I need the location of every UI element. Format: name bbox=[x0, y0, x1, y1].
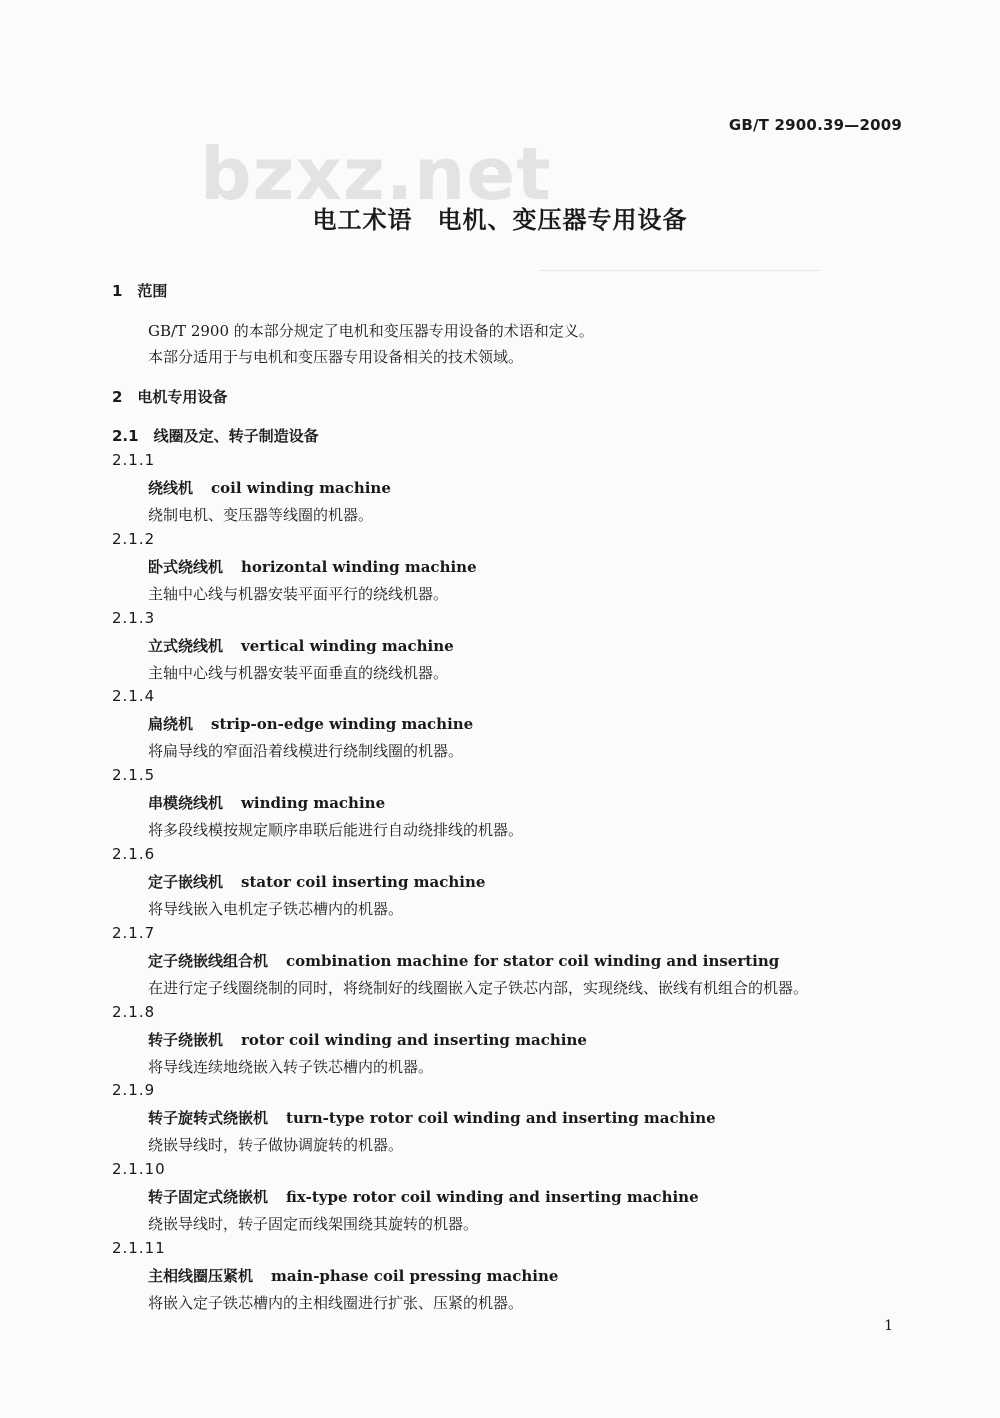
entry-number: 2.1.6 bbox=[112, 845, 156, 863]
entry-term bbox=[148, 1029, 587, 1050]
term-chinese: 主相线圈压紧机 bbox=[148, 1267, 254, 1285]
subsection-heading: 2.1 线圈及定、转子制造设备 bbox=[112, 427, 319, 445]
term-english: combination machine for stator coil winding and inserting bbox=[286, 951, 780, 970]
entry-term bbox=[148, 1107, 716, 1128]
section-heading-motor-equipment: 2 电机专用设备 bbox=[112, 388, 228, 406]
entry-definition: 将嵌入定子铁芯槽内的主相线圈进行扩张、压紧的机器。 bbox=[148, 1294, 524, 1312]
term-english: turn-type rotor coil winding and inserting machine bbox=[286, 1109, 716, 1128]
entry-term bbox=[148, 871, 485, 892]
entry-number: 2.1.4 bbox=[112, 687, 156, 706]
term-chinese: 卧式绕线机 bbox=[148, 557, 224, 576]
entry-definition: 将导线连续地绕嵌入转子铁芯槽内的机器。 bbox=[148, 1057, 434, 1076]
term-english: fix-type rotor coil winding and inserting machine bbox=[286, 1188, 699, 1207]
entry-number: 2.1.3 bbox=[112, 608, 156, 627]
term-chinese: 绕线机 bbox=[148, 479, 194, 497]
scope-paragraph-1: GB/T 2900 的本部分规定了电机和变压器专用设备的术语和定义。 bbox=[148, 322, 594, 340]
entry-definition: 绕制电机、变压器等线圈的机器。 bbox=[148, 506, 374, 524]
term-english: main-phase coil pressing machine bbox=[271, 1267, 559, 1285]
section-heading-scope: 1 范围 bbox=[112, 282, 168, 300]
term-english: vertical winding machine bbox=[241, 636, 454, 655]
entry-number: 2.1.1 bbox=[112, 451, 156, 469]
document-title: 电工术语 电机、变压器专用设备 bbox=[312, 206, 688, 234]
entry-term bbox=[148, 1265, 558, 1286]
entry-term bbox=[148, 713, 473, 734]
standard-code: GB/T 2900.39—2009 bbox=[728, 116, 902, 134]
entry-definition: 绕嵌导线时，转子做协调旋转的机器。 bbox=[148, 1136, 404, 1155]
entry-number: 2.1.7 bbox=[112, 923, 156, 942]
entry-number: 2.1.2 bbox=[112, 529, 156, 548]
entry-term bbox=[148, 792, 385, 813]
watermark-text: bzxz.net bbox=[200, 132, 552, 216]
entry-term bbox=[148, 1186, 699, 1207]
entry-definition: 在进行定子线圈绕制的同时，将绕制好的线圈嵌入定子铁芯内部，实现绕线、嵌线有机组合的机器。 bbox=[148, 978, 809, 997]
term-chinese: 转子旋转式绕嵌机 bbox=[148, 1109, 269, 1128]
term-chinese: 转子固定式绕嵌机 bbox=[148, 1188, 269, 1207]
term-english: coil winding machine bbox=[211, 479, 391, 497]
entry-definition: 将多段线模按规定顺序串联后能进行自动绕排线的机器。 bbox=[148, 821, 524, 840]
term-chinese: 转子绕嵌机 bbox=[148, 1030, 224, 1049]
entry-term bbox=[148, 556, 477, 577]
term-chinese: 定子嵌线机 bbox=[148, 873, 224, 891]
entry-definition: 主轴中心线与机器安装平面平行的绕线机器。 bbox=[148, 584, 449, 603]
entry-number: 2.1.9 bbox=[112, 1081, 156, 1100]
entry-number: 2.1.10 bbox=[112, 1160, 166, 1179]
term-chinese: 定子绕嵌线组合机 bbox=[148, 951, 269, 970]
entry-definition: 将扁导线的窄面沿着线模进行绕制线圈的机器。 bbox=[148, 742, 464, 761]
entry-number: 2.1.11 bbox=[112, 1239, 166, 1257]
term-english: strip-on-edge winding machine bbox=[211, 715, 474, 734]
entry-term bbox=[148, 950, 779, 971]
entry-number: 2.1.8 bbox=[112, 1002, 156, 1021]
term-english: rotor coil winding and inserting machine bbox=[241, 1030, 587, 1049]
entry-term bbox=[148, 477, 391, 498]
scan-artifact-line bbox=[540, 270, 820, 272]
term-english: stator coil inserting machine bbox=[241, 873, 486, 891]
entry-term bbox=[148, 635, 454, 656]
page-number: 1 bbox=[884, 1318, 893, 1334]
term-chinese: 串模绕线机 bbox=[148, 794, 224, 813]
entry-number: 2.1.5 bbox=[112, 766, 156, 785]
entry-definition: 将导线嵌入电机定子铁芯槽内的机器。 bbox=[148, 900, 404, 918]
term-chinese: 立式绕线机 bbox=[148, 636, 224, 655]
entry-definition: 主轴中心线与机器安装平面垂直的绕线机器。 bbox=[148, 663, 449, 682]
entry-definition: 绕嵌导线时，转子固定而线架围绕其旋转的机器。 bbox=[148, 1215, 479, 1234]
term-chinese: 扁绕机 bbox=[148, 715, 194, 734]
term-english: winding machine bbox=[241, 794, 386, 813]
term-english: horizontal winding machine bbox=[241, 557, 477, 576]
scope-paragraph-2: 本部分适用于与电机和变压器专用设备相关的技术领域。 bbox=[148, 348, 524, 366]
